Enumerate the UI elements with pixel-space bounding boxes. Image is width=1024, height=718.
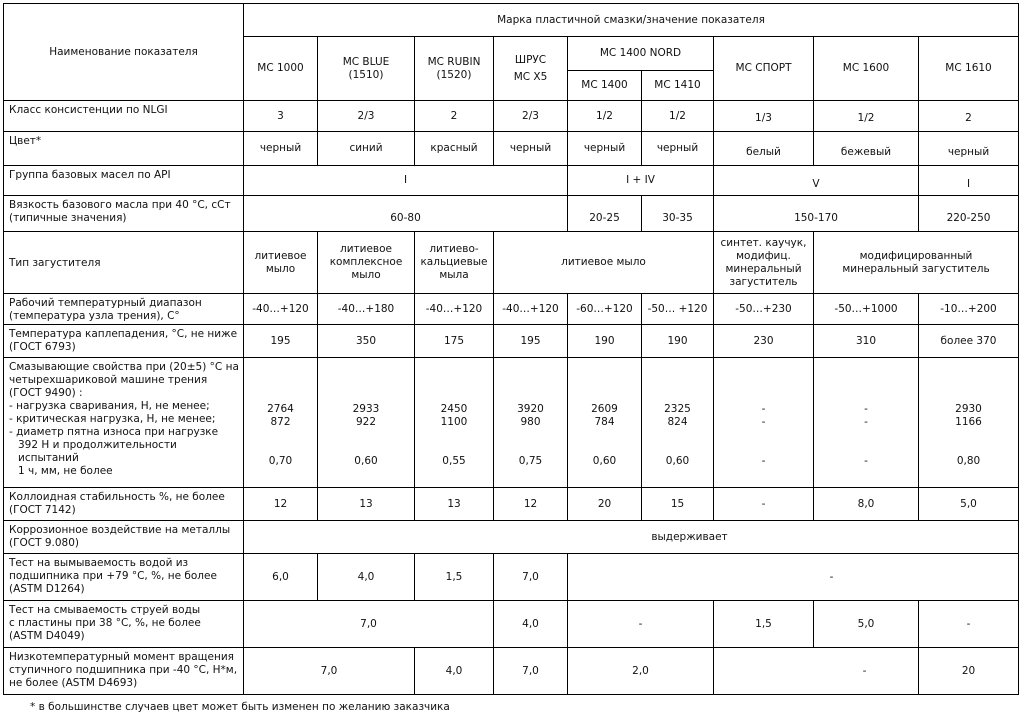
cell: литиевое комплексное мыло [318,232,415,294]
row-thickener [4,232,1019,294]
row-label: Рабочий температурный диапазон (температура узла трения), С° [4,294,244,325]
product-mc1400: МС 1400 [568,71,642,101]
cell: I + IV [568,166,714,196]
cell: литиевое мыло [244,232,318,294]
cell: 1/2 [568,101,642,132]
cell: 230 [714,325,814,358]
product-mc1000: МС 1000 [244,37,318,101]
cell: - - - [714,358,814,488]
cell: красный [415,132,494,166]
cell: черный [494,132,568,166]
cell: 2930 1166 0,80 [919,358,1019,488]
header-row-1 [4,4,1019,37]
footnote: * в большинстве случаев цвет может быть изменен по желанию заказчика [30,701,450,713]
cell: 350 [318,325,415,358]
cell: литиево- кальциевые мыла [415,232,494,294]
cell: белый [714,132,814,166]
row-washout [4,554,1019,601]
row-spray [4,601,1019,648]
cell: 175 [415,325,494,358]
cell: I [244,166,568,196]
cell: 195 [244,325,318,358]
cell: 5,0 [919,488,1019,521]
cell: -50… +120 [642,294,714,325]
cell: 6,0 [244,554,318,601]
cell: 7,0 [494,648,568,695]
cell: 310 [814,325,919,358]
cell: 1,5 [714,601,814,648]
row-label: Тест на смываемость струей воды с пластины при 38 °С, %, не более (ASTM D4049) [4,601,244,648]
row-drop-point [4,325,1019,358]
cell: 5,0 [814,601,919,648]
row-api [4,166,1019,196]
cell: модифицированный минеральный загуститель [814,232,1019,294]
cell: - [714,648,919,695]
cell: -60…+120 [568,294,642,325]
row-label: Класс консистенции по NLGI [4,101,244,132]
row-label: Смазывающие свойства при (20±5) °С на четырехшариковой машине трения (ГОСТ 9490) : - нагрузка сваривания, Н, не менее; - критическая нагрузка, Н, не менее; - диаметр пятна износа при нагрузке 392 Н и продолжительности испытаний 1 ч, мм, не более [4,358,244,488]
cell: 4,0 [318,554,415,601]
cell: 7,0 [244,601,494,648]
cell: синий [318,132,415,166]
cell: черный [642,132,714,166]
cell: 1/2 [814,101,919,132]
row-viscosity [4,196,1019,232]
cell: бежевый [814,132,919,166]
cell: выдерживает [244,521,1019,554]
cell: 20 [919,648,1019,695]
cell: 7,0 [494,554,568,601]
row-temp-range [4,294,1019,325]
cell: 190 [568,325,642,358]
cell: литиевое мыло [494,232,714,294]
cell: 195 [494,325,568,358]
row-label: Низкотемпературный момент вращения ступичного подшипника при -40 °С, Н*м, не более (ASTM D4693) [4,648,244,695]
cell: 2933 922 0,60 [318,358,415,488]
cell: более 370 [919,325,1019,358]
cell: V [714,166,919,196]
row-label: Тип загустителя [4,232,244,294]
grease-spec-table [3,3,1019,695]
row-color [4,132,1019,166]
cell: черный [919,132,1019,166]
cell: 13 [415,488,494,521]
cell: 12 [494,488,568,521]
product-shrus: ШРУС МС Х5 [494,37,568,101]
cell: 2,0 [568,648,714,695]
cell: 1/3 [714,101,814,132]
cell: синтет. каучук, модифиц. минеральный загуститель [714,232,814,294]
cell: 60-80 [244,196,568,232]
cell: 2325 824 0,60 [642,358,714,488]
cell: черный [568,132,642,166]
spec-sheet [3,3,1019,695]
row-label: Вязкость базового масла при 40 °С, сСт (типичные значения) [4,196,244,232]
grade-group-title: Марка пластичной смазки/значение показателя [244,4,1019,37]
cell: -50…+230 [714,294,814,325]
cell: -40…+120 [244,294,318,325]
cell: -40…+120 [415,294,494,325]
cell: 2 [919,101,1019,132]
cell: - [568,601,714,648]
cell: - [568,554,1019,601]
cell: 20-25 [568,196,642,232]
cell: 150-170 [714,196,919,232]
cell: 13 [318,488,415,521]
row-colloid [4,488,1019,521]
cell: 7,0 [244,648,415,695]
cell: - [919,601,1019,648]
cell: черный [244,132,318,166]
cell: -40…+180 [318,294,415,325]
cell: 4,0 [494,601,568,648]
cell: 2/3 [318,101,415,132]
cell: 1/2 [642,101,714,132]
cell: 3920 980 0,75 [494,358,568,488]
product-mcsport: МС СПОРТ [714,37,814,101]
cell: I [919,166,1019,196]
cell: 220-250 [919,196,1019,232]
cell: -40…+120 [494,294,568,325]
row-lubricity [4,358,1019,488]
row-label: Тест на вымываемость водой из подшипника при +79 °С, %, не более (ASTM D1264) [4,554,244,601]
product-mcrubin: МС RUBIN (1520) [415,37,494,101]
cell: - [714,488,814,521]
cell: 15 [642,488,714,521]
row-label: Цвет* [4,132,244,166]
cell: 2 [415,101,494,132]
product-mc1410: МС 1410 [642,71,714,101]
row-nlgi [4,101,1019,132]
product-mcblue: МС BLUE (1510) [318,37,415,101]
row-label: Коллоидная стабильность %, не более (ГОСТ 7142) [4,488,244,521]
cell: 20 [568,488,642,521]
row-label: Группа базовых масел по API [4,166,244,196]
row-label: Коррозионное воздействие на металлы (ГОСТ 9.080) [4,521,244,554]
cell: 1,5 [415,554,494,601]
product-mc1600: МС 1600 [814,37,919,101]
product-mc1610: МС 1610 [919,37,1019,101]
cell: 2/3 [494,101,568,132]
cell: 3 [244,101,318,132]
cell: -10…+200 [919,294,1019,325]
product-group-nord: МС 1400 NORD [568,37,714,71]
cell: 30-35 [642,196,714,232]
cell: 12 [244,488,318,521]
cell: 2609 784 0,60 [568,358,642,488]
cell: 8,0 [814,488,919,521]
cell: 2450 1100 0,55 [415,358,494,488]
row-torque [4,648,1019,695]
cell: 190 [642,325,714,358]
cell: - - - [814,358,919,488]
param-name-header: Наименование показателя [4,4,244,101]
row-corrosion [4,521,1019,554]
cell: -50…+1000 [814,294,919,325]
cell: 2764 872 0,70 [244,358,318,488]
row-label: Температура каплепадения, °С, не ниже (ГОСТ 6793) [4,325,244,358]
cell: 4,0 [415,648,494,695]
